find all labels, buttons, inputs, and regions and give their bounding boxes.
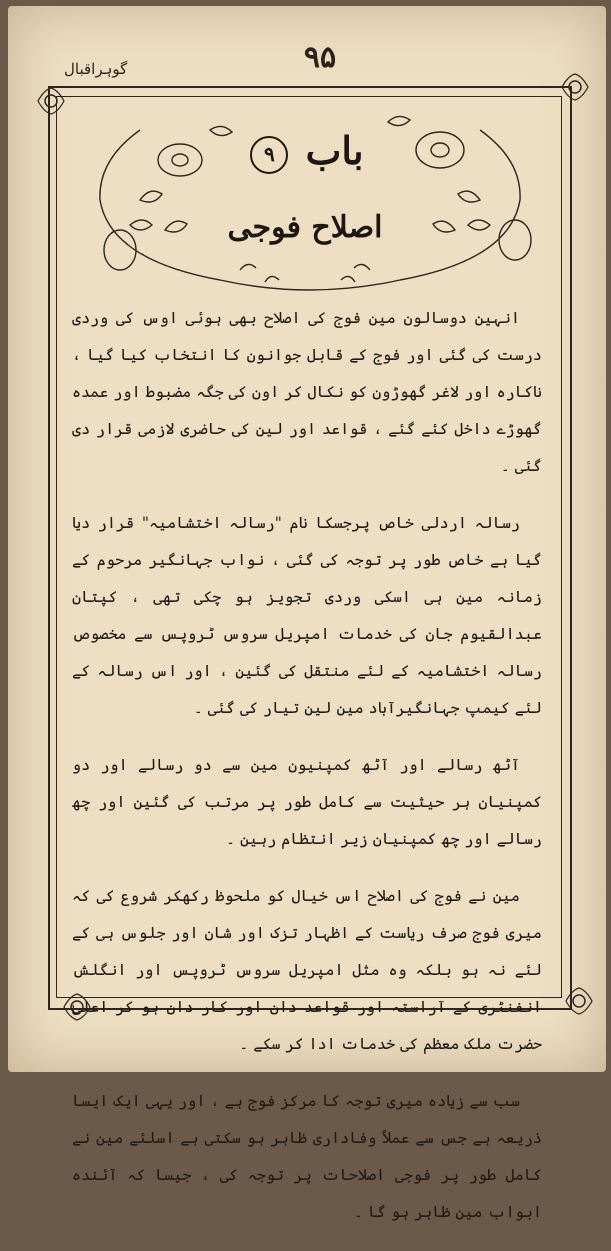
- paragraph: رسالہ اردلی خاص پرجسکا نام "رسالہ اختشامیہ" قرار دیا گیا ہے خاص طور پر توجہ کی گئی ، نواب جہانگیر مرحوم کے زمانہ مین ہی اسکی وردی تجویز ہو چکی تھی ، کپتان عبدالقیوم جان کی خدمات امپریل سروس ٹروپس سے مخصوص رسالہ اختشامیہ کے لئے منتقل کی گئین ، اور اس رسالہ کے لئے کیمپ جہانگیرآباد مین لین تیار کی گئی ۔: [72, 514, 542, 717]
- page-number: ۹۵: [303, 40, 337, 75]
- chapter-title: اصلاح فوجی: [227, 210, 383, 245]
- paragraph: آٹھ رسالے اور آٹھ کمپنیون مین سے دو رسالے اور دو کمپنیان ہر حیثیت سے کامل طور پر مرتب کی گئین اور چھ رسالے اور چھ کمپنیان زیر انتظام رہین ۔: [72, 756, 542, 848]
- running-title: گوہراقبال: [64, 60, 128, 78]
- chapter-heading: [200, 128, 410, 174]
- corner-flourish-icon: [562, 984, 596, 1018]
- corner-flourish-icon: [558, 70, 592, 104]
- paragraph: انہین دوسالون مین فوج کی اصلاح بھی ہوئی اوس کی وردی درست کی گئی اور فوج کے قابل جوانون کا انتخاب کیا گیا ، ناکارہ اور لاغر گھوڑون کو نکال کر اون کی جگہ مضبوط اور عمدہ گھوڑے داخل کئے گئے ، قواعد اور لین کی حاضری لازمی قرار دی گئی ۔: [72, 309, 542, 475]
- paragraph: سب سے زیادہ میری توجہ کا مرکز فوج ہے ، اور یہی ایک ایسا ذریعہ ہے جس سے عملاً وفاداری ظاہر ہو سکتی ہے اسلئے مین نے کامل طور پر فوجی اصلاحات پر توجہ کی ، جیسا کہ آئندہ ابواب مین ظاہر ہو گا ۔: [72, 1092, 542, 1221]
- paragraph: مین نے فوج کی اصلاح اس خیال کو ملحوظ رکھکر شروع کی کہ میری فوج صرف ریاست کے اظہار تزک اور شان اور جلوس ہی کے لئے نہ ہو بلکہ وہ مثل امپریل سروس ٹروپس اور انگلش انفنٹری کے آراستہ اور قواعد دان اور کار دان ہو کر اعلیٰ حضرت ملک معظم کی خدمات ادا کر سکے ۔: [72, 887, 542, 1053]
- chapter-number: ۹: [250, 136, 288, 174]
- chapter-label: باب: [305, 128, 364, 173]
- body-text: [72, 300, 542, 1251]
- corner-flourish-icon: [34, 84, 68, 118]
